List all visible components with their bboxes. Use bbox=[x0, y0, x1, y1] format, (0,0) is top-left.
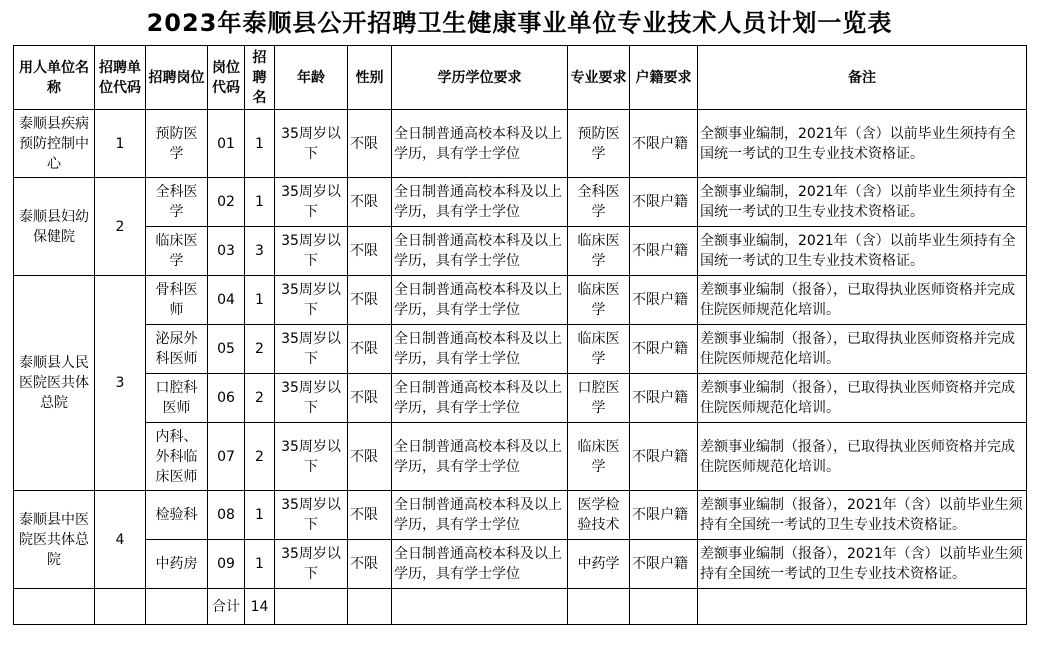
education-text: 全日制普通高校本科及以上学历，具有学士学位 bbox=[394, 546, 562, 582]
post-cell: 泌尿外科医师 bbox=[146, 325, 208, 374]
major-cell: 临床医学 bbox=[568, 227, 630, 276]
post-code-cell: 06 bbox=[208, 374, 245, 423]
count-cell: 1 bbox=[245, 540, 275, 589]
table-row bbox=[14, 110, 1027, 178]
age-cell: 35周岁以下 bbox=[275, 540, 348, 589]
education-text: 全日制普通高校本科及以上学历，具有学士学位 bbox=[394, 438, 562, 475]
count-cell: 1 bbox=[245, 110, 275, 178]
gender-cell: 不限 bbox=[348, 110, 392, 178]
education-cell bbox=[392, 423, 568, 491]
hukou-cell: 不限户籍 bbox=[630, 374, 698, 423]
post-code-cell: 08 bbox=[208, 491, 245, 540]
empty-cell bbox=[348, 589, 392, 625]
unit-name-cell: 泰顺县中医院医共体总院 bbox=[14, 491, 95, 589]
header-row bbox=[14, 46, 1027, 110]
major-cell: 口腔医学 bbox=[568, 374, 630, 423]
remarks-text: 差额事业编制（报备），2021年（含）以前毕业生须持有全国统一考试的卫生专业技术资格证。 bbox=[700, 497, 1023, 533]
empty-cell bbox=[698, 589, 1027, 625]
hukou-cell: 不限户籍 bbox=[630, 110, 698, 178]
header-post-code: 岗位代码 bbox=[208, 46, 245, 110]
post-cell: 预防医学 bbox=[146, 110, 208, 178]
post-code-cell: 01 bbox=[208, 110, 245, 178]
gender-cell: 不限 bbox=[348, 374, 392, 423]
post-cell: 口腔科医师 bbox=[146, 374, 208, 423]
empty-cell bbox=[568, 589, 630, 625]
hukou-cell: 不限户籍 bbox=[630, 540, 698, 589]
age-cell: 35周岁以下 bbox=[275, 276, 348, 325]
major-cell: 全科医学 bbox=[568, 178, 630, 227]
remarks-cell: 全额事业编制，2021年（含）以前毕业生须持有全国统一考试的卫生专业技术资格证。 bbox=[698, 110, 1027, 178]
header-age: 年龄 bbox=[275, 46, 348, 110]
header-count: 招聘名 bbox=[245, 46, 275, 110]
post-code-cell: 07 bbox=[208, 423, 245, 491]
gender-cell: 不限 bbox=[348, 178, 392, 227]
education-cell bbox=[392, 110, 568, 178]
unit-code-cell: 1 bbox=[95, 110, 146, 178]
education-text: 全日制普通高校本科及以上学历，具有学士学位 bbox=[394, 331, 562, 367]
table-row bbox=[14, 325, 1027, 374]
post-cell: 临床医学 bbox=[146, 227, 208, 276]
education-text: 全日制普通高校本科及以上学历，具有学士学位 bbox=[394, 233, 562, 269]
gender-cell: 不限 bbox=[348, 491, 392, 540]
age-cell: 35周岁以下 bbox=[275, 423, 348, 491]
empty-cell bbox=[630, 589, 698, 625]
remarks-cell: 差额事业编制（报备），已取得执业医师资格并完成住院医师规范化培训。 bbox=[698, 276, 1027, 325]
major-cell: 临床医学 bbox=[568, 423, 630, 491]
remarks-text: 差额事业编制（报备），2021年（含）以前毕业生须持有全国统一考试的卫生专业技术资格证。 bbox=[700, 546, 1023, 582]
major-cell: 预防医学 bbox=[568, 110, 630, 178]
major-cell: 中药学 bbox=[568, 540, 630, 589]
education-text: 全日制普通高校本科及以上学历，具有学士学位 bbox=[394, 380, 562, 416]
age-cell: 35周岁以下 bbox=[275, 110, 348, 178]
total-label: 合计 bbox=[208, 589, 245, 625]
table-row bbox=[14, 491, 1027, 540]
header-post: 招聘岗位 bbox=[146, 46, 208, 110]
hukou-cell: 不限户籍 bbox=[630, 276, 698, 325]
post-code-cell: 05 bbox=[208, 325, 245, 374]
post-cell: 骨科医师 bbox=[146, 276, 208, 325]
empty-cell bbox=[392, 589, 568, 625]
hukou-cell: 不限户籍 bbox=[630, 491, 698, 540]
table-row bbox=[14, 276, 1027, 325]
post-cell: 检验科 bbox=[146, 491, 208, 540]
count-cell: 2 bbox=[245, 374, 275, 423]
total-row bbox=[14, 589, 1027, 625]
age-cell: 35周岁以下 bbox=[275, 178, 348, 227]
gender-cell: 不限 bbox=[348, 540, 392, 589]
count-cell: 1 bbox=[245, 178, 275, 227]
table-row bbox=[14, 178, 1027, 227]
unit-code-cell: 3 bbox=[95, 276, 146, 491]
unit-code-cell: 4 bbox=[95, 491, 146, 589]
header-unit: 用人单位名称 bbox=[14, 46, 95, 110]
empty-cell bbox=[146, 589, 208, 625]
post-cell: 中药房 bbox=[146, 540, 208, 589]
remarks-cell: 差额事业编制（报备），已取得执业医师资格并完成住院医师规范化培训。 bbox=[698, 325, 1027, 374]
header-gender: 性别 bbox=[348, 46, 392, 110]
education-cell bbox=[392, 540, 568, 589]
education-text: 全日制普通高校本科及以上学历，具有学士学位 bbox=[394, 497, 562, 533]
post-code-cell: 03 bbox=[208, 227, 245, 276]
remarks-cell: 差额事业编制（报备），已取得执业医师资格并完成住院医师规范化培训。 bbox=[698, 423, 1027, 491]
major-cell: 临床医学 bbox=[568, 276, 630, 325]
table-row bbox=[14, 227, 1027, 276]
age-cell: 35周岁以下 bbox=[275, 227, 348, 276]
education-cell bbox=[392, 491, 568, 540]
gender-cell: 不限 bbox=[348, 325, 392, 374]
header-hukou: 户籍要求 bbox=[630, 46, 698, 110]
count-cell: 1 bbox=[245, 491, 275, 540]
header-remarks: 备注 bbox=[698, 46, 1027, 110]
remarks-cell: 全额事业编制，2021年（含）以前毕业生须持有全国统一考试的卫生专业技术资格证。 bbox=[698, 227, 1027, 276]
education-cell bbox=[392, 276, 568, 325]
table-row bbox=[14, 540, 1027, 589]
education-text: 全日制普通高校本科及以上学历，具有学士学位 bbox=[394, 184, 562, 220]
count-cell: 2 bbox=[245, 423, 275, 491]
post-code-cell: 04 bbox=[208, 276, 245, 325]
header-unit-code: 招聘单位代码 bbox=[95, 46, 146, 110]
major-cell: 医学检验技术 bbox=[568, 491, 630, 540]
table-row bbox=[14, 374, 1027, 423]
age-cell: 35周岁以下 bbox=[275, 325, 348, 374]
page-title: 2023年泰顺县公开招聘卫生健康事业单位专业技术人员计划一览表 bbox=[146, 9, 893, 37]
unit-name-cell: 泰顺县人民医院医共体总院 bbox=[14, 276, 95, 491]
major-cell: 临床医学 bbox=[568, 325, 630, 374]
post-code-cell: 09 bbox=[208, 540, 245, 589]
post-cell: 全科医学 bbox=[146, 178, 208, 227]
unit-name-cell: 泰顺县妇幼保健院 bbox=[14, 178, 95, 276]
empty-cell bbox=[14, 589, 95, 625]
header-major: 专业要求 bbox=[568, 46, 630, 110]
remarks-cell bbox=[698, 491, 1027, 540]
gender-cell: 不限 bbox=[348, 276, 392, 325]
post-code-cell: 02 bbox=[208, 178, 245, 227]
hukou-cell: 不限户籍 bbox=[630, 178, 698, 227]
gender-cell: 不限 bbox=[348, 423, 392, 491]
unit-code-cell: 2 bbox=[95, 178, 146, 276]
recruitment-table bbox=[13, 45, 1027, 625]
education-cell bbox=[392, 227, 568, 276]
education-cell bbox=[392, 374, 568, 423]
hukou-cell: 不限户籍 bbox=[630, 325, 698, 374]
total-value: 14 bbox=[245, 589, 275, 625]
post-cell: 内科、外科临床医师 bbox=[146, 423, 208, 491]
hukou-cell: 不限户籍 bbox=[630, 227, 698, 276]
education-cell bbox=[392, 178, 568, 227]
remarks-cell bbox=[698, 540, 1027, 589]
hukou-cell: 不限户籍 bbox=[630, 423, 698, 491]
empty-cell bbox=[275, 589, 348, 625]
education-text: 全日制普通高校本科及以上学历，具有学士学位 bbox=[394, 125, 562, 162]
education-cell bbox=[392, 325, 568, 374]
unit-name-cell: 泰顺县疾病预防控制中心 bbox=[14, 110, 95, 178]
empty-cell bbox=[95, 589, 146, 625]
remarks-cell: 全额事业编制，2021年（含）以前毕业生须持有全国统一考试的卫生专业技术资格证。 bbox=[698, 178, 1027, 227]
count-cell: 3 bbox=[245, 227, 275, 276]
count-cell: 1 bbox=[245, 276, 275, 325]
table-row bbox=[14, 423, 1027, 491]
age-cell: 35周岁以下 bbox=[275, 374, 348, 423]
header-education: 学历学位要求 bbox=[392, 46, 568, 110]
age-cell: 35周岁以下 bbox=[275, 491, 348, 540]
remarks-cell: 差额事业编制（报备），已取得执业医师资格并完成住院医师规范化培训。 bbox=[698, 374, 1027, 423]
gender-cell: 不限 bbox=[348, 227, 392, 276]
count-cell: 2 bbox=[245, 325, 275, 374]
education-text: 全日制普通高校本科及以上学历，具有学士学位 bbox=[394, 282, 562, 318]
